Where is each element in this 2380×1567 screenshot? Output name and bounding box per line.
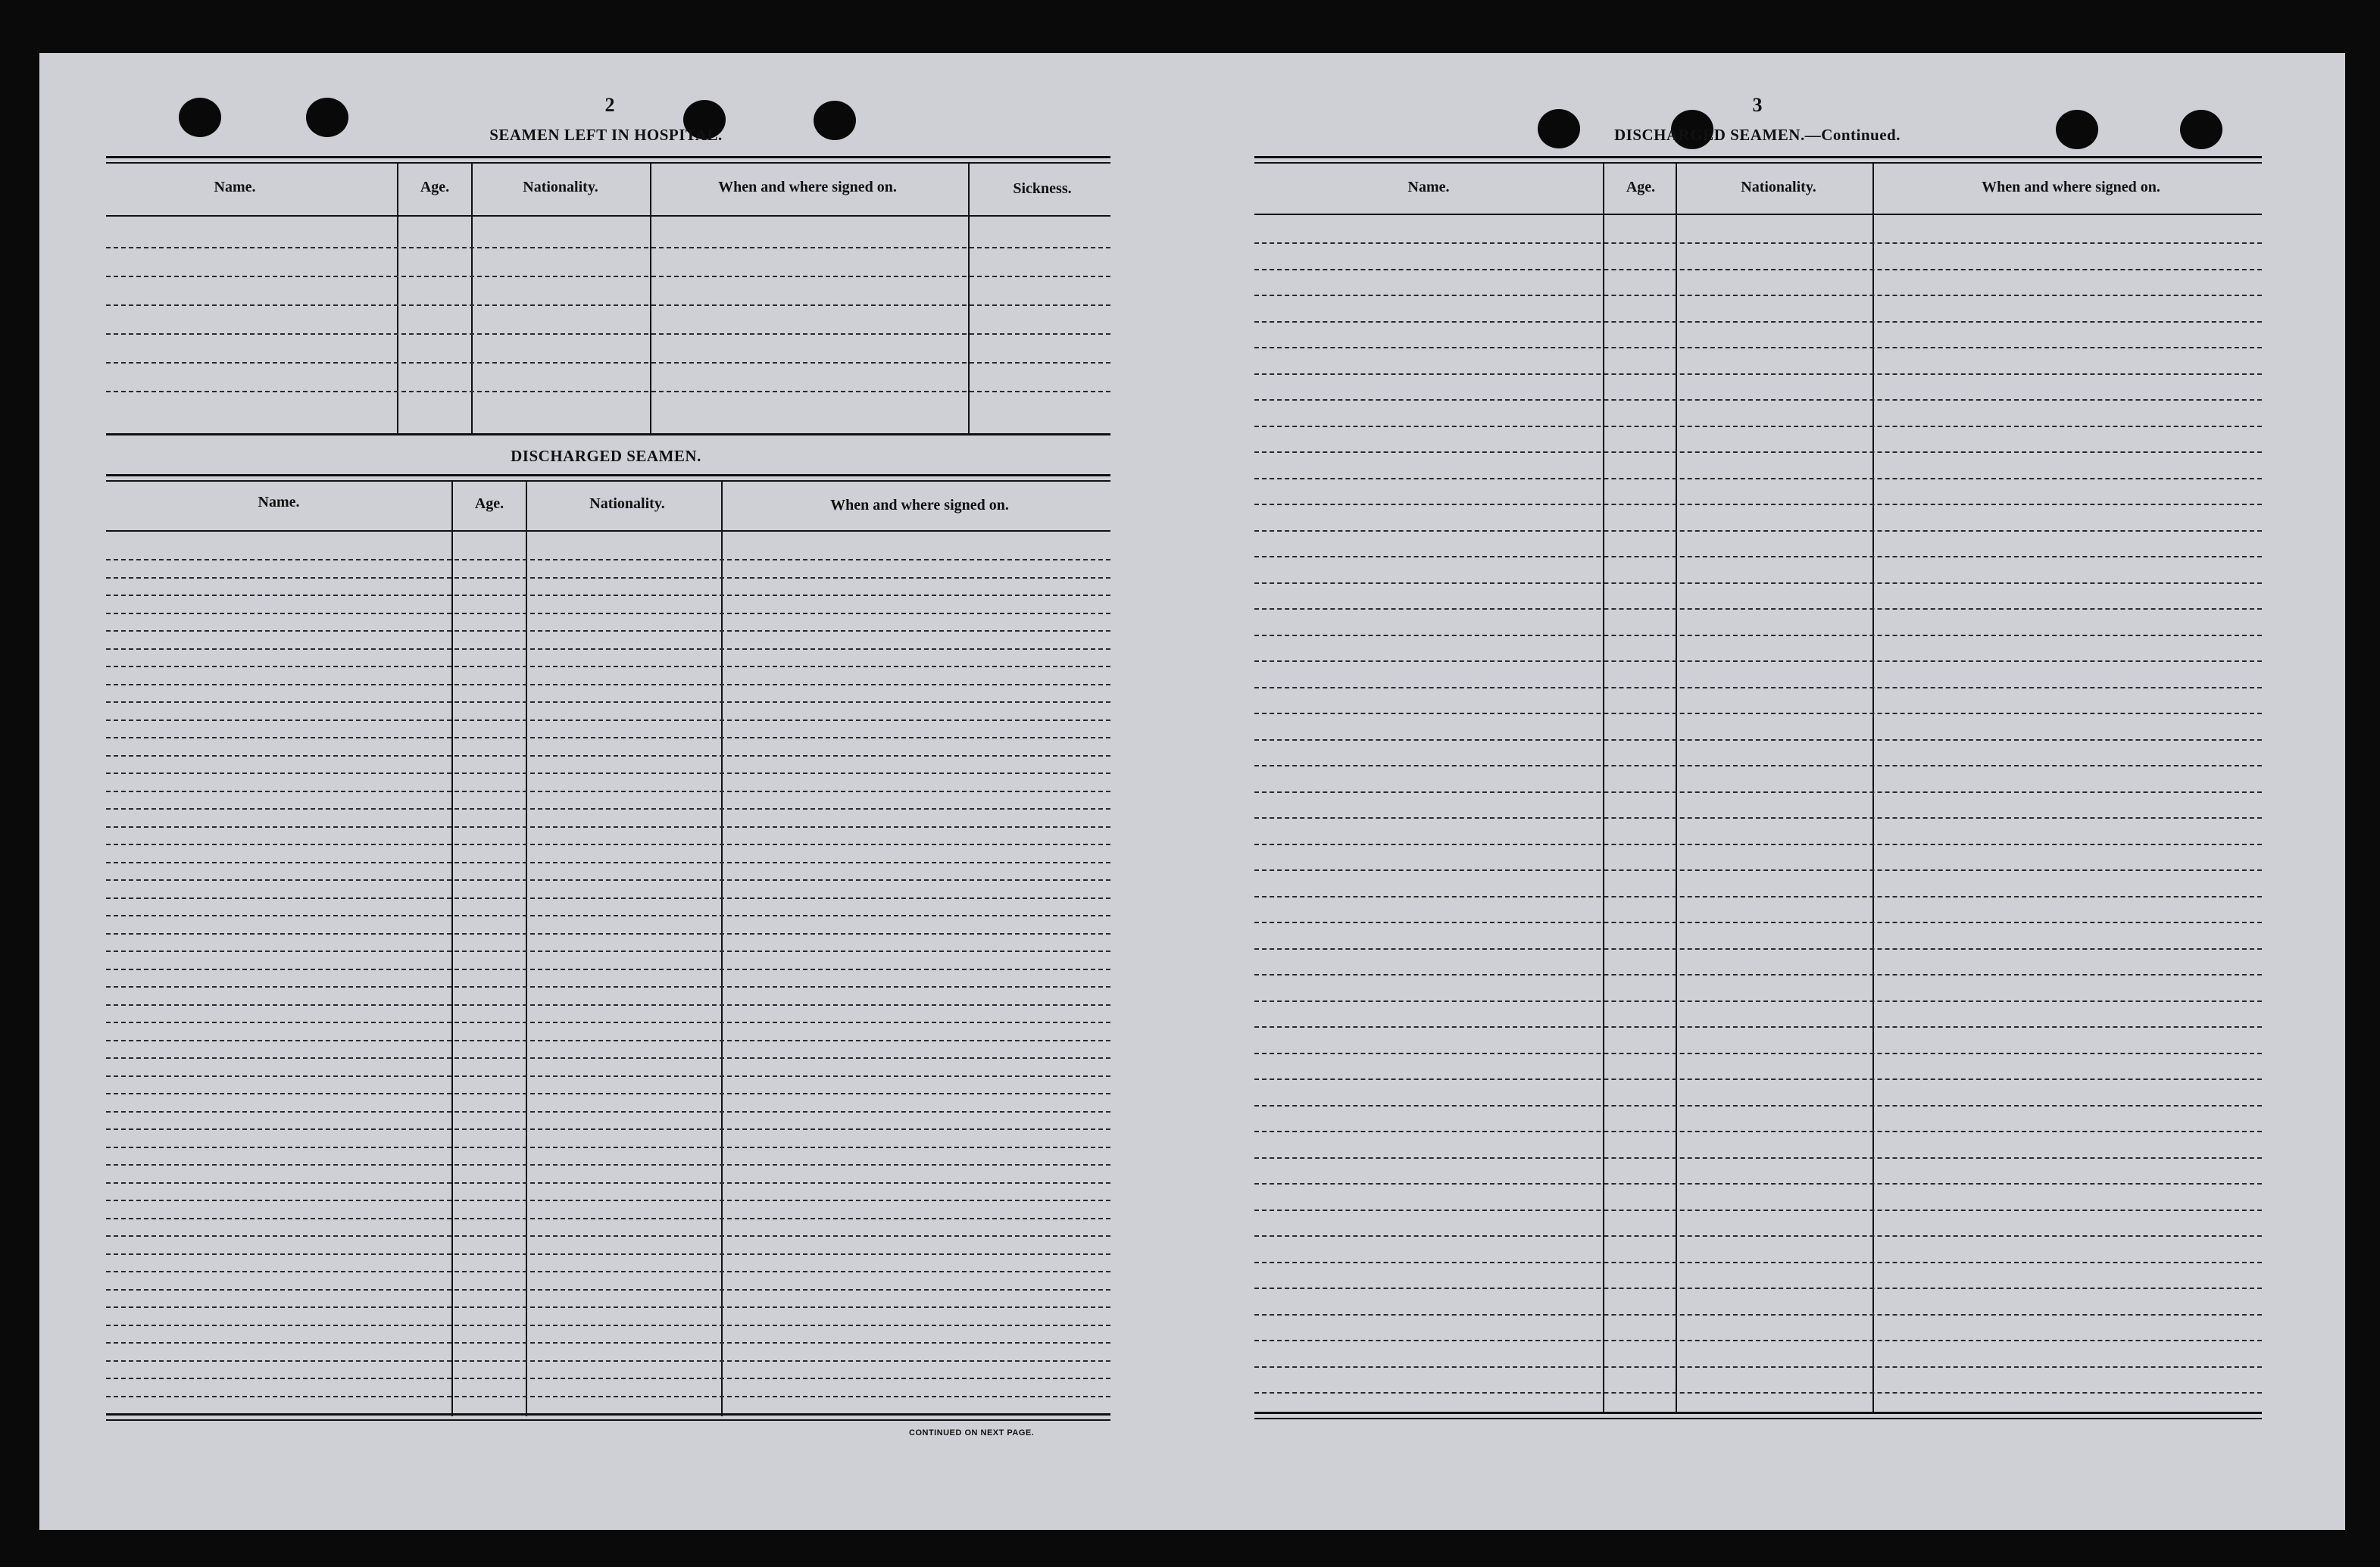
row-line xyxy=(106,1022,1110,1023)
row-line xyxy=(1254,295,2262,296)
row-line xyxy=(106,879,1110,881)
row-line xyxy=(106,1378,1110,1379)
row-line xyxy=(106,1128,1110,1130)
row-line xyxy=(106,1289,1110,1291)
row-line xyxy=(1254,451,2262,453)
row-line xyxy=(106,666,1110,667)
continued-table-bottom-rule-2 xyxy=(1254,1418,2262,1419)
discharged-table-top-rule xyxy=(106,474,1110,476)
row-line xyxy=(106,808,1110,810)
continued-table-header-rule xyxy=(1254,214,2262,215)
row-line xyxy=(1254,1392,2262,1394)
row-line xyxy=(106,1360,1110,1362)
row-line xyxy=(1254,1183,2262,1185)
hospital-table-top-rule xyxy=(106,156,1110,158)
row-line xyxy=(1254,556,2262,557)
row-line xyxy=(1254,739,2262,741)
continued-col-nationality: Nationality. xyxy=(1741,179,1816,195)
hospital-row-line xyxy=(106,276,1110,277)
row-line xyxy=(1254,1078,2262,1080)
row-line xyxy=(106,1093,1110,1094)
row-line xyxy=(106,844,1110,845)
row-line xyxy=(106,933,1110,935)
row-line xyxy=(1254,347,2262,348)
row-line xyxy=(106,791,1110,792)
row-line xyxy=(106,1218,1110,1219)
row-line xyxy=(106,1164,1110,1166)
row-line xyxy=(106,773,1110,774)
right-page-number: 3 xyxy=(1752,94,1763,116)
continued-col-divider xyxy=(1603,164,1604,1413)
row-line xyxy=(106,595,1110,596)
continued-col-divider xyxy=(1872,164,1874,1413)
discharged-col-name: Name. xyxy=(258,494,300,510)
discharged-continued-title: DISCHARGED SEAMEN.—Continued. xyxy=(1614,126,1901,144)
discharged-table-bottom-rule xyxy=(106,1413,1110,1416)
continued-footer: CONTINUED ON NEXT PAGE. xyxy=(909,1428,1035,1437)
row-line xyxy=(1254,1105,2262,1107)
hospital-row-line xyxy=(106,247,1110,248)
punch-hole xyxy=(179,98,221,137)
row-line xyxy=(1254,504,2262,505)
continued-table-top-rule xyxy=(1254,156,2262,158)
discharged-col-divider xyxy=(526,482,527,1416)
row-line xyxy=(1254,1026,2262,1028)
row-line xyxy=(106,1253,1110,1255)
row-line xyxy=(106,1147,1110,1148)
row-line xyxy=(1254,1157,2262,1159)
row-line xyxy=(1254,1235,2262,1237)
row-line xyxy=(1254,608,2262,610)
punch-hole xyxy=(2180,110,2222,149)
hospital-row-line xyxy=(106,362,1110,364)
hospital-col-age: Age. xyxy=(420,179,450,195)
row-line xyxy=(106,630,1110,632)
row-line xyxy=(106,1004,1110,1006)
row-line xyxy=(1254,660,2262,662)
row-line xyxy=(106,684,1110,685)
row-line xyxy=(1254,713,2262,714)
row-line xyxy=(106,1057,1110,1059)
row-line xyxy=(106,1271,1110,1272)
row-line xyxy=(106,951,1110,952)
row-line xyxy=(1254,1262,2262,1263)
discharged-table-header-rule xyxy=(106,530,1110,532)
row-line xyxy=(1254,1288,2262,1289)
row-line xyxy=(106,1182,1110,1184)
row-line xyxy=(106,915,1110,916)
row-line xyxy=(106,826,1110,828)
row-line xyxy=(1254,896,2262,897)
hospital-row-line xyxy=(106,304,1110,306)
discharged-table-top-rule-2 xyxy=(106,480,1110,482)
hospital-table-bottom-rule xyxy=(106,433,1110,435)
row-line xyxy=(1254,1366,2262,1368)
row-line xyxy=(106,577,1110,579)
hospital-col-divider xyxy=(471,164,473,433)
hospital-col-divider xyxy=(968,164,970,433)
continued-table-bottom-rule xyxy=(1254,1412,2262,1414)
row-line xyxy=(106,1396,1110,1397)
discharged-col-divider xyxy=(451,482,453,1416)
row-line xyxy=(1254,869,2262,871)
row-line xyxy=(106,1306,1110,1308)
row-line xyxy=(1254,1000,2262,1002)
discharged-section-title: DISCHARGED SEAMEN. xyxy=(511,447,701,465)
discharged-col-signed-on: When and where signed on. xyxy=(830,497,1009,513)
row-line xyxy=(1254,844,2262,845)
punch-hole xyxy=(814,101,856,140)
row-line xyxy=(106,897,1110,899)
row-line xyxy=(1254,426,2262,427)
hospital-col-signed-on: When and where signed on. xyxy=(718,179,897,195)
discharged-col-age: Age. xyxy=(474,495,504,512)
continued-col-name: Name. xyxy=(1407,179,1450,195)
continued-col-age: Age. xyxy=(1626,179,1656,195)
hospital-row-line xyxy=(106,391,1110,392)
row-line xyxy=(1254,478,2262,479)
discharged-col-nationality: Nationality. xyxy=(589,495,665,512)
row-line xyxy=(1254,922,2262,923)
hospital-col-name: Name. xyxy=(214,179,256,195)
row-line xyxy=(106,969,1110,970)
row-line xyxy=(1254,791,2262,793)
row-line xyxy=(106,648,1110,650)
row-line xyxy=(1254,817,2262,819)
row-line xyxy=(106,1200,1110,1201)
discharged-col-divider xyxy=(721,482,723,1416)
row-line xyxy=(1254,1210,2262,1211)
row-line xyxy=(1254,1340,2262,1341)
row-line xyxy=(1254,582,2262,584)
hospital-col-sickness: Sickness. xyxy=(1013,180,1072,197)
row-line xyxy=(1254,242,2262,244)
hospital-col-divider xyxy=(650,164,651,433)
row-line xyxy=(1254,1053,2262,1054)
row-line xyxy=(1254,1314,2262,1316)
hospital-table-header-rule xyxy=(106,215,1110,217)
row-line xyxy=(106,986,1110,988)
row-line xyxy=(106,1111,1110,1113)
row-line xyxy=(106,701,1110,703)
hospital-row-line xyxy=(106,333,1110,335)
hospital-col-nationality: Nationality. xyxy=(523,179,598,195)
hospital-table-top-rule-2 xyxy=(106,162,1110,164)
row-line xyxy=(1254,399,2262,401)
row-line xyxy=(106,1040,1110,1041)
row-line xyxy=(106,720,1110,721)
row-line xyxy=(1254,765,2262,766)
row-line xyxy=(106,755,1110,757)
discharged-table-bottom-rule-2 xyxy=(106,1419,1110,1421)
row-line xyxy=(106,1235,1110,1237)
punch-hole xyxy=(306,98,348,137)
row-line xyxy=(1254,269,2262,270)
continued-table-top-rule-2 xyxy=(1254,162,2262,164)
row-line xyxy=(1254,373,2262,375)
row-line xyxy=(1254,530,2262,532)
row-line xyxy=(106,1325,1110,1326)
left-page-number: 2 xyxy=(604,94,615,116)
row-line xyxy=(1254,635,2262,636)
row-line xyxy=(106,559,1110,560)
row-line xyxy=(1254,948,2262,950)
row-line xyxy=(1254,1131,2262,1132)
punch-hole xyxy=(2056,110,2098,149)
row-line xyxy=(1254,687,2262,688)
continued-col-signed-on: When and where signed on. xyxy=(1982,179,2160,195)
row-line xyxy=(106,862,1110,863)
continued-col-divider xyxy=(1676,164,1677,1413)
hospital-section-title: SEAMEN LEFT IN HOSPITAL. xyxy=(489,126,723,144)
row-line xyxy=(106,737,1110,738)
hospital-col-divider xyxy=(397,164,398,433)
row-line xyxy=(106,1075,1110,1077)
row-line xyxy=(1254,974,2262,975)
row-line xyxy=(106,613,1110,614)
row-line xyxy=(1254,321,2262,323)
row-line xyxy=(106,1342,1110,1344)
